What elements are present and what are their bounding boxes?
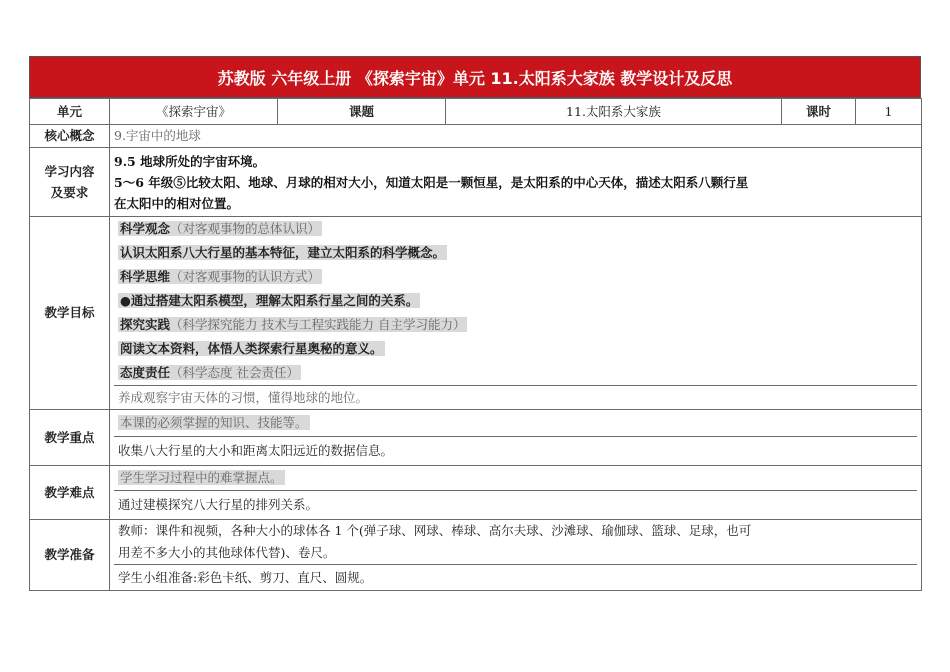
content-label <box>30 148 110 217</box>
lesson-label: 课题 <box>278 99 446 125</box>
goal-line-4-text: ●通过搭建太阳系模型，理解太阳系行星之间的关系。 <box>120 293 419 308</box>
preparation-teacher <box>114 520 917 565</box>
lesson-value: 11.太阳系大家族 <box>446 99 782 125</box>
difficulties-label: 教学难点 <box>30 466 110 520</box>
preparation-student: 学生小组准备:彩色卡纸、剪刀、直尺、圆规。 <box>118 570 373 585</box>
goal-line-3 <box>118 265 913 289</box>
content-line-2: 5～6 年级⑤比较太阳、地球、月球的相对大小，知道太阳是一颗恒星，是太阳系的中心天体，描述太阳系八颗行星 <box>114 174 749 190</box>
difficulties-hint: 学生学习过程中的难掌握点。 <box>120 470 283 485</box>
key-points-label: 教学重点 <box>30 410 110 466</box>
goal-line-1-note: （对客观事物的总体认识） <box>170 221 321 236</box>
goal-line-7-note: （科学态度 社会责任） <box>170 365 299 380</box>
period-label: 课时 <box>782 99 856 125</box>
goals-list <box>114 217 917 386</box>
preparation-content <box>110 520 922 591</box>
preparation-teacher-line2: 用差不多大小的其他球体代替)、卷尺。 <box>118 545 336 560</box>
goal-line-5 <box>118 313 913 337</box>
goal-line-2 <box>118 241 913 265</box>
content-label-line2: 及要求 <box>50 185 89 200</box>
core-concept-value: 9.宇宙中的地球 <box>110 125 922 148</box>
goal-line-7 <box>118 361 913 385</box>
key-points-content <box>110 410 922 466</box>
difficulties-hint-cell <box>114 466 917 491</box>
goal-line-4 <box>118 289 913 313</box>
key-points-value: 收集八大行星的大小和距离太阳远近的数据信息。 <box>118 443 394 458</box>
goals-row <box>30 217 922 410</box>
difficulties-content <box>110 466 922 520</box>
content-text <box>110 148 922 217</box>
lesson-plan-table <box>29 98 922 591</box>
core-concept-row <box>30 125 922 148</box>
content-line-1: 9.5 地球所处的宇宙环境。 <box>114 153 266 169</box>
preparation-row <box>30 520 922 591</box>
content-row <box>30 148 922 217</box>
key-points-hint-cell <box>114 410 917 437</box>
document-title-banner <box>29 56 921 98</box>
goal-line-7-heading: 态度责任 <box>120 365 171 380</box>
goal-line-6-text: 阅读文本资料，体悟人类探索行星奥秘的意义。 <box>120 341 383 356</box>
goal-last-line: 养成观察宇宙天体的习惯，懂得地球的地位。 <box>118 390 369 405</box>
content-label-line1: 学习内容 <box>44 164 95 179</box>
unit-value: 《探索宇宙》 <box>110 99 278 125</box>
goals-label: 教学目标 <box>30 217 110 410</box>
core-concept-label: 核心概念 <box>30 125 110 148</box>
goal-line-1-heading: 科学观念 <box>120 221 171 236</box>
difficulties-row <box>30 466 922 520</box>
goal-line-3-note: （对客观事物的认识方式） <box>170 269 321 284</box>
unit-label: 单元 <box>30 99 110 125</box>
goal-line-5-note: （科学探究能力 技术与工程实践能力 自主学习能力） <box>170 317 466 332</box>
header-row <box>30 99 922 125</box>
goal-line-2-text: 认识太阳系八大行星的基本特征，建立太阳系的科学概念。 <box>120 245 446 260</box>
preparation-label: 教学准备 <box>30 520 110 591</box>
goals-content <box>110 217 922 410</box>
key-points-row <box>30 410 922 466</box>
preparation-teacher-line1: 教师：课件和视频，各种大小的球体各 1 个(弹子球、网球、棒球、高尔夫球、沙滩球、瑜伽球、篮球、足球，也可 <box>118 523 752 538</box>
goal-line-5-heading: 探究实践 <box>120 317 171 332</box>
content-line-3: 在太阳中的相对位置。 <box>114 195 240 211</box>
key-points-hint: 本课的必须掌握的知识、技能等。 <box>120 415 308 430</box>
goal-line-6 <box>118 337 913 361</box>
goal-line-1 <box>118 217 913 241</box>
goal-line-3-heading: 科学思维 <box>120 269 171 284</box>
difficulties-value: 通过建模探究八大行星的排列关系。 <box>118 497 319 512</box>
period-value: 1 <box>856 99 922 125</box>
document-title: 苏教版 六年级上册 《探索宇宙》单元 11.太阳系大家族 教学设计及反思 <box>217 68 733 88</box>
